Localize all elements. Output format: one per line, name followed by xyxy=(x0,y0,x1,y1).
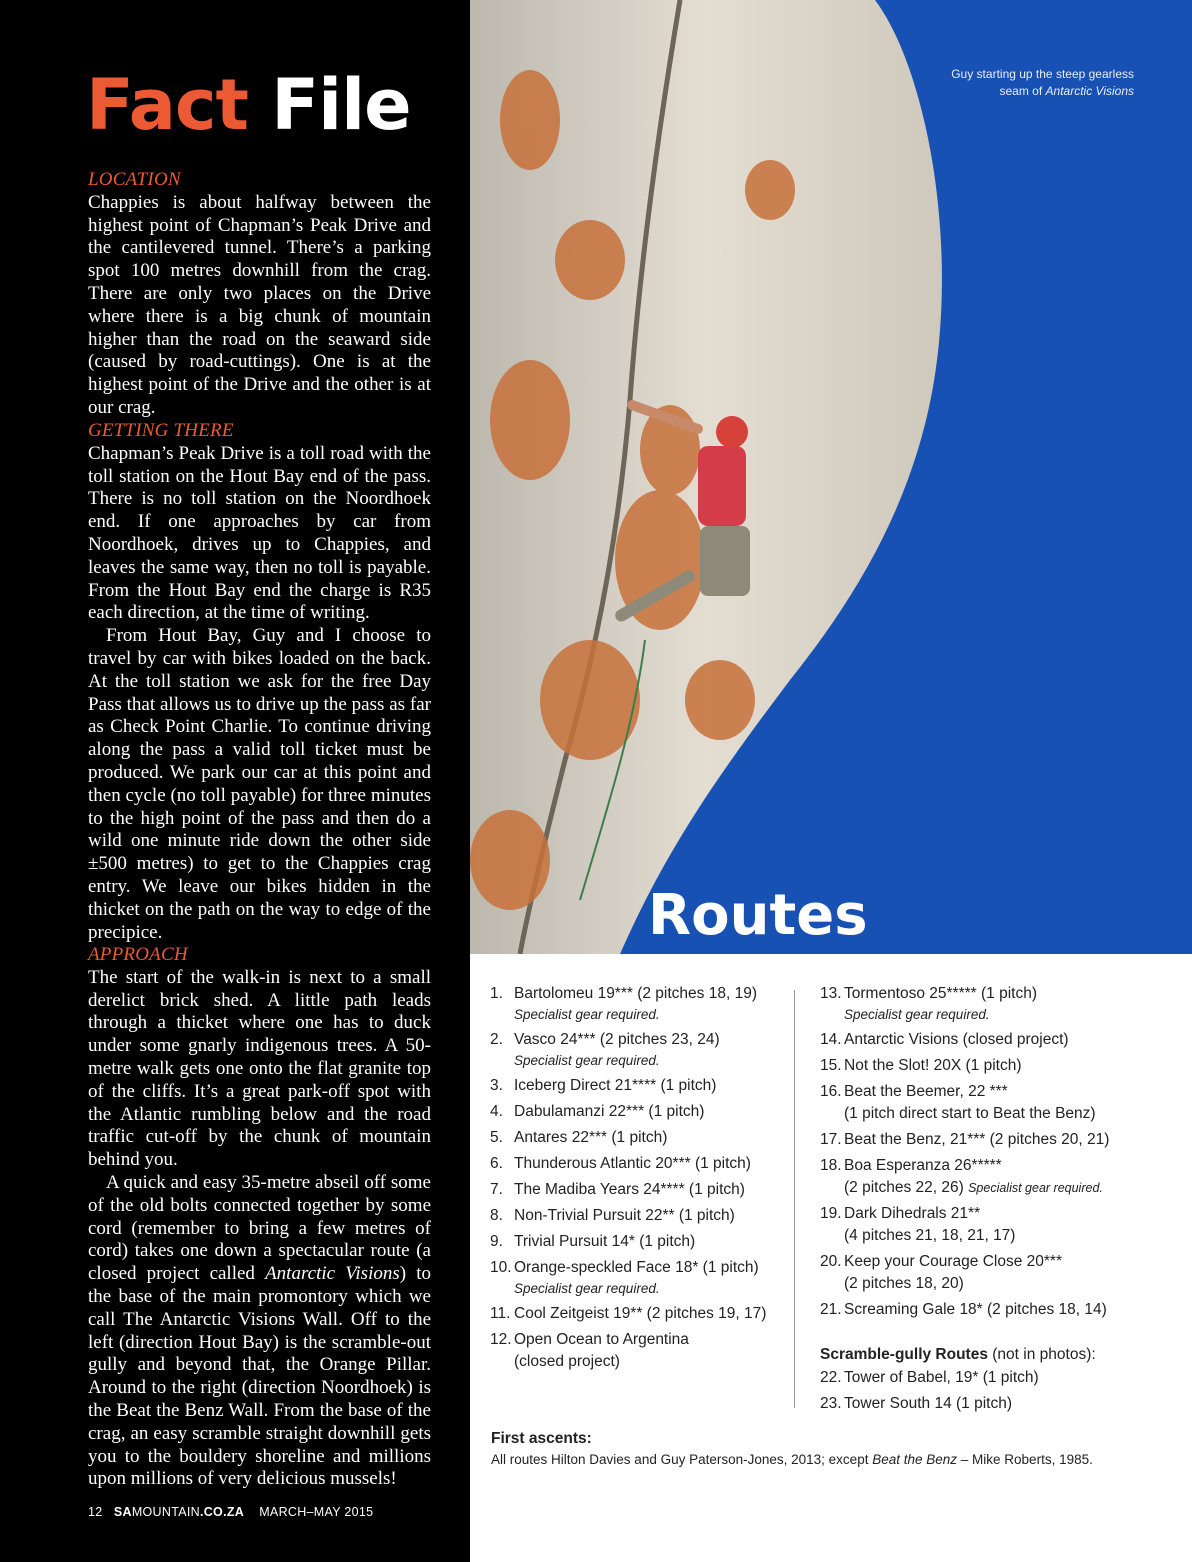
route-number: 10. xyxy=(490,1259,512,1276)
fact-file-title xyxy=(86,64,411,146)
route-item xyxy=(820,1081,1140,1125)
approach-text-2b: ) to the base of the main promontory which we call The Antarctic Visions Wall. Off to the left (direction Hout Bay) is the scramble-out gully and beyond that, the Orange Pillar. Around to the right (direction Noordhoek) is the Beat the Benz Wall. From the base of the crag, an easy scramble straight downhill gets you to the bouldery shoreline and millions upon millions of very delicious mussels! xyxy=(88,1263,431,1490)
route-name: Dabulamanzi 22*** (1 pitch) xyxy=(514,1103,705,1120)
scramble-heading-rest: (not in photos): xyxy=(987,1346,1096,1363)
approach-text-2a: A quick and easy 35-metre abseil off some of the old bolts connected together by some cord (remember to bring a few metres of cord) takes one down a spectacular route (a closed project called xyxy=(88,1171,431,1285)
route-number: 12. xyxy=(490,1331,512,1348)
route-item xyxy=(490,1127,785,1149)
route-name: Not the Slot! 20X (1 pitch) xyxy=(844,1057,1022,1074)
rock-face-illustration xyxy=(470,0,1192,954)
route-name: Antares 22*** (1 pitch) xyxy=(514,1129,668,1146)
route-item xyxy=(490,1075,785,1097)
first-ascents xyxy=(491,1428,1093,1470)
route-number: 21. xyxy=(820,1301,842,1318)
route-item xyxy=(820,1251,1140,1295)
routes-title: Routes xyxy=(648,883,868,948)
route-name: Orange-speckled Face 18* (1 pitch) xyxy=(514,1259,759,1276)
brand-tld: .CO.ZA xyxy=(199,1505,245,1519)
route-number: 17. xyxy=(820,1131,842,1148)
route-item xyxy=(820,1155,1140,1199)
scramble-heading-bold: Scramble-gully Routes xyxy=(820,1346,988,1363)
first-ascents-heading: First ascents: xyxy=(491,1430,592,1447)
route-gear-note: Specialist gear required. xyxy=(968,1181,1103,1195)
route-name: Iceberg Direct 21**** (1 pitch) xyxy=(514,1077,717,1094)
route-name: Tower South 14 (1 pitch) xyxy=(844,1395,1013,1412)
route-number: 15. xyxy=(820,1057,842,1074)
route-detail: (closed project) xyxy=(514,1353,620,1370)
route-number: 5. xyxy=(490,1129,503,1146)
approach-text-2-italic: Antarctic Visions xyxy=(265,1263,400,1285)
route-item xyxy=(490,983,785,1025)
route-name: Open Ocean to Argentina xyxy=(514,1331,689,1348)
route-number: 11. xyxy=(490,1305,511,1322)
routes-list-right xyxy=(820,983,1140,1325)
route-item xyxy=(820,1055,1140,1077)
route-name: The Madiba Years 24**** (1 pitch) xyxy=(514,1181,745,1198)
route-number: 18. xyxy=(820,1157,842,1174)
route-item xyxy=(490,1303,785,1325)
route-name: Antarctic Visions (closed project) xyxy=(844,1031,1069,1048)
route-item xyxy=(820,1029,1140,1051)
route-gear-note: Specialist gear required. xyxy=(514,1281,660,1296)
route-number: 13. xyxy=(820,985,842,1002)
route-name: Bartolomeu 19*** (2 pitches 18, 19) xyxy=(514,985,757,1002)
scramble-list xyxy=(820,1367,1140,1419)
route-name: Beat the Benz, 21*** (2 pitches 20, 21) xyxy=(844,1131,1110,1148)
route-name: Cool Zeitgeist 19** (2 pitches 19, 17) xyxy=(514,1305,767,1322)
brand-mountain: MOUNTAIN xyxy=(131,1505,200,1519)
route-gear-note: Specialist gear required. xyxy=(844,1007,990,1022)
caption-line-2-prefix: seam of xyxy=(999,84,1046,98)
page-footer xyxy=(88,1505,373,1519)
route-detail: (4 pitches 21, 18, 21, 17) xyxy=(844,1227,1016,1244)
caption-line-1: Guy starting up the steep gearless xyxy=(951,67,1134,81)
route-item xyxy=(490,1153,785,1175)
getting-there-text-2: From Hout Bay, Guy and I choose to travel by car with bikes loaded on the back. At the toll station we ask for the free Day Pass that allows us to drive up the pass as far as Check Point Charlie. To continue driving along the pass a valid toll ticket must be produced. We park our car at this point and then cycle (no toll payable) for three minutes to the high point of the pass and then do a wild one minute ride down the other side ±500 metres) to get to the Chappies crag entry. We leave our bikes hidden in the thicket on the path on the way to edge of the precipice. xyxy=(88,625,431,943)
route-name: Non-Trivial Pursuit 22** (1 pitch) xyxy=(514,1207,735,1224)
location-section xyxy=(88,169,431,420)
route-name: Vasco 24*** (2 pitches 23, 24) xyxy=(514,1031,720,1048)
first-ascents-text xyxy=(491,1450,1093,1470)
route-name: Tormentoso 25***** (1 pitch) xyxy=(844,985,1037,1002)
route-item xyxy=(820,1367,1140,1389)
route-number: 22. xyxy=(820,1369,842,1386)
route-number: 7. xyxy=(490,1181,503,1198)
first-ascents-text-italic: Beat the Benz xyxy=(872,1452,958,1467)
route-name: Trivial Pursuit 14* (1 pitch) xyxy=(514,1233,696,1250)
routes-list-left xyxy=(490,983,785,1377)
issue-date: MARCH–MAY 2015 xyxy=(259,1505,374,1519)
route-number: 4. xyxy=(490,1103,503,1120)
photo-caption xyxy=(951,66,1134,100)
approach-heading: APPROACH xyxy=(88,944,188,965)
route-item xyxy=(820,983,1140,1025)
location-text: Chappies is about halfway between the highest point of Chapman’s Peak Drive and the cantilevered tunnel. There’s a parking spot 100 metres downhill from the crag. There are only two places on the Drive where there is a big chunk of mountain higher than the road on the seaward side (caused by road-cuttings). One is at the highest point of the Drive and the other is at our crag. xyxy=(88,191,431,418)
route-detail: (1 pitch direct start to Beat the Benz) xyxy=(844,1105,1096,1122)
route-item xyxy=(820,1299,1140,1321)
route-name: Dark Dihedrals 21** xyxy=(844,1205,981,1222)
route-item xyxy=(490,1231,785,1253)
route-number: 3. xyxy=(490,1077,503,1094)
route-number: 20. xyxy=(820,1253,842,1270)
route-number: 9. xyxy=(490,1233,503,1250)
location-heading: LOCATION xyxy=(88,169,181,190)
route-number: 23. xyxy=(820,1395,842,1412)
getting-there-heading: GETTING THERE xyxy=(88,420,234,441)
caption-line-2 xyxy=(951,83,1134,100)
fact-file-column xyxy=(0,0,470,1562)
scramble-heading xyxy=(820,1346,1096,1364)
route-number: 2. xyxy=(490,1031,503,1048)
route-item xyxy=(490,1179,785,1201)
route-item xyxy=(820,1393,1140,1415)
route-number: 14. xyxy=(820,1031,842,1048)
route-name: Keep your Courage Close 20*** xyxy=(844,1253,1062,1270)
approach-section xyxy=(88,944,431,1491)
route-name: Boa Esperanza 26***** xyxy=(844,1157,1002,1174)
route-item xyxy=(820,1129,1140,1151)
route-item xyxy=(820,1203,1140,1247)
route-name: Tower of Babel, 19* (1 pitch) xyxy=(844,1369,1039,1386)
climber-photo xyxy=(470,0,1192,954)
route-item xyxy=(490,1257,785,1299)
approach-text-2 xyxy=(88,1172,431,1491)
route-item xyxy=(490,1329,785,1373)
title-fact: Fact xyxy=(86,64,248,146)
column-divider xyxy=(794,990,795,1408)
route-gear-note: Specialist gear required. xyxy=(514,1053,660,1068)
first-ascents-text-b: – Mike Roberts, 1985. xyxy=(957,1452,1093,1467)
route-detail: (2 pitches 22, 26) xyxy=(844,1179,964,1196)
route-number: 8. xyxy=(490,1207,503,1224)
getting-there-section xyxy=(88,420,431,944)
route-number: 6. xyxy=(490,1155,503,1172)
route-name: Thunderous Atlantic 20*** (1 pitch) xyxy=(514,1155,751,1172)
route-detail: (2 pitches 18, 20) xyxy=(844,1275,964,1292)
route-item xyxy=(490,1029,785,1071)
getting-there-text-1: Chapman’s Peak Drive is a toll road with the toll station on the Hout Bay end of the pass. There is no toll station on the Noordhoek end. If one approaches by car from Noordhoek, drives up to Chappies, and leaves the same way, then no toll is payable. From the Hout Bay end the charge is R35 each direction, at the time of writing. xyxy=(88,442,431,624)
route-gear-note: Specialist gear required. xyxy=(514,1007,660,1022)
brand-sa: SA xyxy=(113,1505,132,1519)
route-item xyxy=(490,1205,785,1227)
route-item xyxy=(490,1101,785,1123)
approach-text-1: The start of the walk-in is next to a small derelict brick shed. A little path leads through a thicket where one has to duck under some gnarly indigenous trees. A 50-metre walk gets one onto the flat granite top of the cliffs. It’s a great park-off spot with the Atlantic rumbling below and the road traffic cut-off by the chunk of mountain behind you. xyxy=(88,966,431,1171)
title-file: File xyxy=(271,64,411,146)
page-number: 12 xyxy=(88,1505,103,1519)
route-number: 1. xyxy=(490,985,503,1002)
caption-line-2-italic: Antarctic Visions xyxy=(1045,84,1134,98)
route-number: 19. xyxy=(820,1205,842,1222)
route-name: Screaming Gale 18* (2 pitches 18, 14) xyxy=(844,1301,1107,1318)
route-number: 16. xyxy=(820,1083,842,1100)
route-name: Beat the Beemer, 22 *** xyxy=(844,1083,1008,1100)
first-ascents-text-a: All routes Hilton Davies and Guy Paterson-Jones, 2013; except xyxy=(491,1452,873,1467)
